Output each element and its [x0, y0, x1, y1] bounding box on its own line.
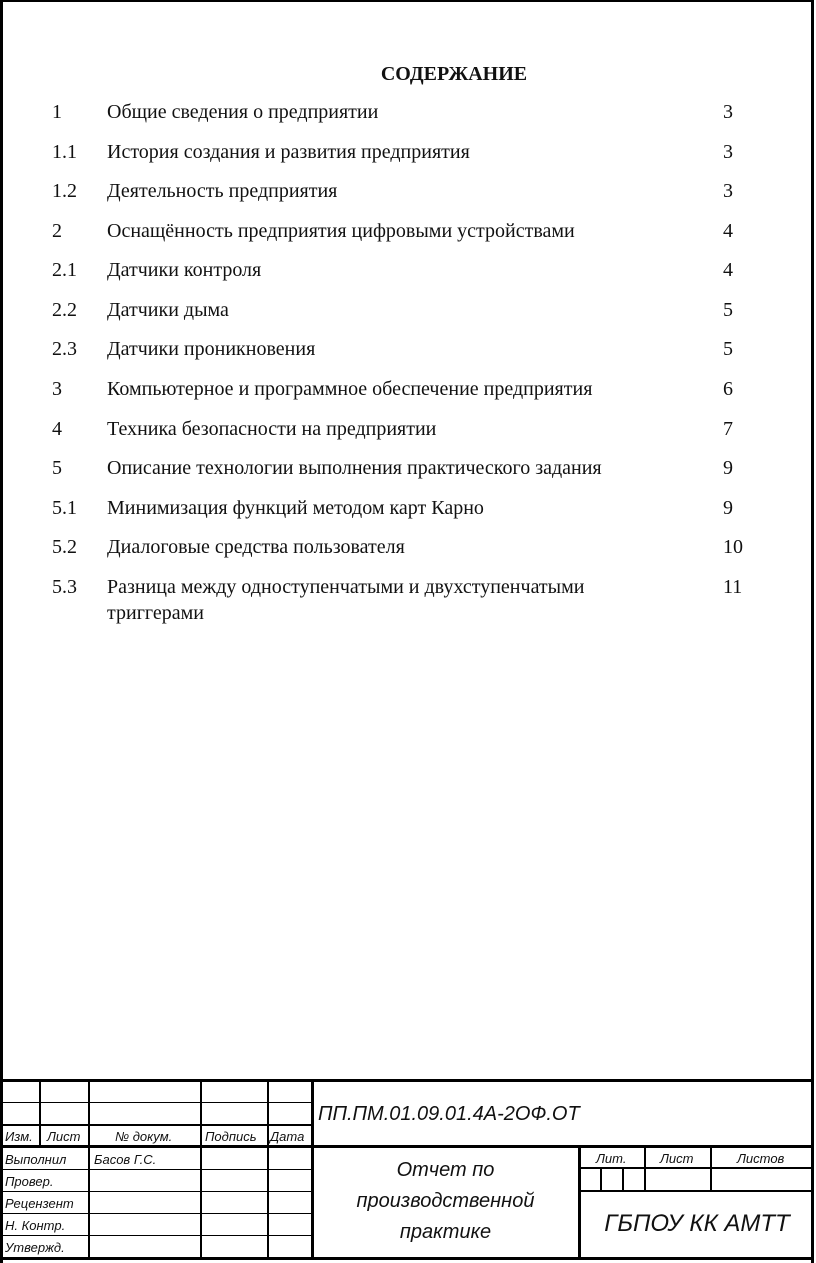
toc-entry-number: 1.2 — [52, 180, 77, 202]
toc-entry-title: Оснащённость предприятия цифровыми устройствами — [107, 220, 575, 242]
toc-entry-page: 5 — [723, 299, 733, 321]
toc-entry-title: Датчики проникновения — [107, 338, 316, 360]
stamp-header-signature: Подпись — [205, 1129, 257, 1144]
toc-entry-page: 9 — [723, 457, 733, 479]
document-title: Отчет по производственной практике — [356, 1159, 535, 1243]
stamp-role-norm-control: Н. Контр. — [5, 1218, 66, 1233]
toc-entry-title: Общие сведения о предприятии — [107, 101, 379, 123]
frame-right-border — [811, 0, 814, 1263]
stamp-rule — [0, 1169, 312, 1170]
toc-entry-page: 6 — [723, 378, 733, 400]
toc-entry-number: 5.2 — [52, 536, 77, 558]
toc-entry-title: Разница между одноступенчатыми и двухступенчатыми триггерами — [107, 576, 585, 624]
stamp-role-performed: Выполнил — [5, 1152, 67, 1167]
toc-entry-number: 4 — [52, 418, 62, 440]
toc-entry-title: Техника безопасности на предприятии — [107, 418, 437, 440]
stamp-rule — [88, 1080, 90, 1259]
toc-title: СОДЕРЖАНИЕ — [380, 63, 528, 85]
toc-entry-page: 11 — [723, 576, 743, 598]
stamp-rule — [579, 1190, 813, 1192]
stamp-rule — [644, 1146, 646, 1191]
toc-entry-page: 3 — [723, 180, 733, 202]
stamp-role-approved: Утвержд. — [5, 1240, 65, 1255]
toc-entry-title: Описание технологии выполнения практического задания — [107, 457, 602, 479]
toc-entry-number: 3 — [52, 378, 62, 400]
toc-entry-number: 5.3 — [52, 576, 77, 598]
toc-entry-title: Диалоговые средства пользователя — [107, 536, 405, 558]
toc-entry-title: Деятельность предприятия — [107, 180, 338, 202]
toc-entry-page: 3 — [723, 101, 733, 123]
toc-entry-page: 4 — [723, 220, 733, 242]
frame-bottom-border — [0, 1257, 814, 1260]
toc-entry-title: Датчики контроля — [107, 259, 262, 281]
stamp-header-doc-no: № докум. — [115, 1129, 173, 1144]
stamp-sheets-label: Листов — [737, 1151, 785, 1166]
stamp-rule — [0, 1124, 312, 1126]
stamp-rule — [579, 1167, 813, 1169]
stamp-lit-label: Лит. — [596, 1151, 627, 1166]
stamp-rule — [0, 1102, 312, 1103]
stamp-rule — [622, 1168, 624, 1191]
document-code: ПП.ПМ.01.09.01.4А-2ОФ.ОТ — [318, 1103, 580, 1125]
toc-entry-page: 7 — [723, 418, 733, 440]
stamp-rule — [710, 1146, 712, 1191]
toc-entry-number: 1 — [52, 101, 62, 123]
toc-entry-title: Минимизация функций методом карт Карно — [107, 497, 484, 519]
toc-entry-title: Датчики дыма — [107, 299, 229, 321]
stamp-performer-name: Басов Г.С. — [94, 1152, 157, 1167]
stamp-rule — [0, 1235, 312, 1236]
stamp-rule — [0, 1079, 814, 1082]
stamp-header-izm: Изм. — [5, 1129, 33, 1144]
toc-entry-number: 5.1 — [52, 497, 77, 519]
toc-entry-number: 2.1 — [52, 259, 77, 281]
toc-entry-title: Компьютерное и программное обеспечение предприятия — [107, 378, 593, 400]
toc-entry-page: 5 — [723, 338, 733, 360]
stamp-rule — [578, 1146, 581, 1259]
toc-entry-number: 5 — [52, 457, 62, 479]
organization-name: ГБПОУ КК АМТТ — [604, 1210, 790, 1237]
stamp-rule — [0, 1213, 312, 1214]
toc-entry-number: 1.1 — [52, 141, 77, 163]
toc-entry-number: 2.3 — [52, 338, 77, 360]
frame-left-border — [0, 0, 3, 1263]
toc-entry-page: 9 — [723, 497, 733, 519]
stamp-rule — [600, 1168, 602, 1191]
stamp-rule — [39, 1080, 41, 1147]
toc-entry-title: История создания и развития предприятия — [107, 141, 470, 163]
stamp-rule — [311, 1080, 314, 1259]
toc-entry-number: 2 — [52, 220, 62, 242]
stamp-rule — [0, 1145, 814, 1148]
toc-entry-page: 3 — [723, 141, 733, 163]
stamp-header-list: Лист — [47, 1129, 81, 1144]
toc-entry-page: 4 — [723, 259, 733, 281]
stamp-rule — [0, 1191, 312, 1192]
stamp-header-date: Дата — [270, 1129, 305, 1144]
toc-entry-page: 10 — [723, 536, 743, 558]
stamp-role-reviewer: Рецензент — [5, 1196, 74, 1211]
stamp-role-checked: Провер. — [5, 1174, 54, 1189]
stamp-sheet-label: Лист — [660, 1151, 694, 1166]
stamp-rule — [200, 1080, 202, 1259]
stamp-rule — [267, 1080, 269, 1259]
frame-top-border — [0, 0, 814, 2]
toc-entry-number: 2.2 — [52, 299, 77, 321]
